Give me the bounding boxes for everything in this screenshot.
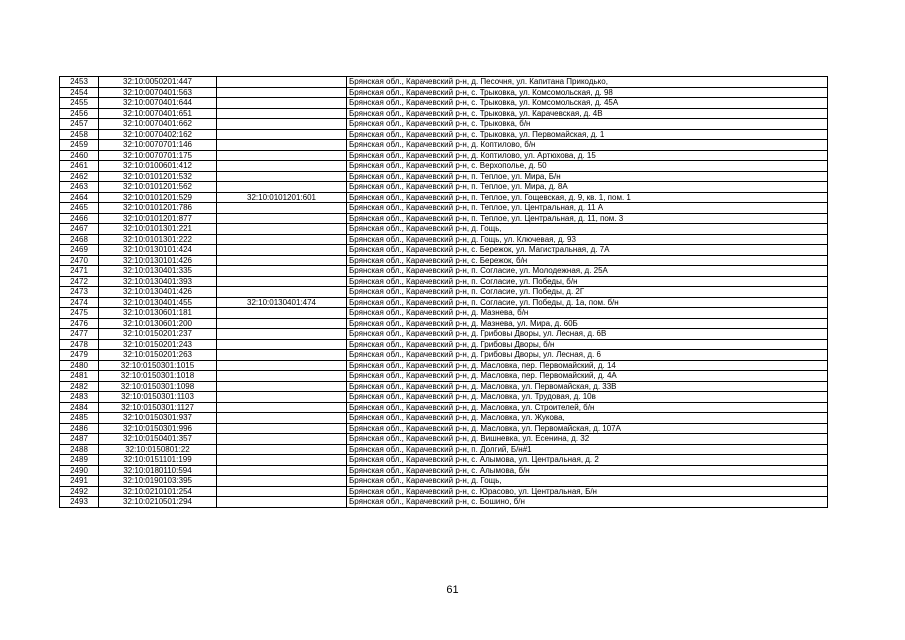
row-number-cell: 2463 (60, 182, 99, 193)
cadastral-number-cell: 32:10:0210101:254 (99, 486, 217, 497)
table-row (60, 455, 828, 466)
address-cell: Брянская обл., Карачевский р-н, с. Бережок, ул. Магистральная, д. 7А (347, 245, 828, 256)
table-row (60, 234, 828, 245)
address-cell: Брянская обл., Карачевский р-н, д. Песочня, ул. Капитана Прикодько, (347, 77, 828, 88)
address-cell: Брянская обл., Карачевский р-н, д. Грибовы Дворы, б/н (347, 339, 828, 350)
table-row (60, 350, 828, 361)
address-cell: Брянская обл., Карачевский р-н, д. Масловка, ул. Жукова, (347, 413, 828, 424)
table-row (60, 392, 828, 403)
row-number-cell: 2454 (60, 87, 99, 98)
cadastral-number-cell: 32:10:0130401:455 (99, 297, 217, 308)
row-number-cell: 2464 (60, 192, 99, 203)
row-number-cell: 2491 (60, 476, 99, 487)
row-number-cell: 2476 (60, 318, 99, 329)
table-row (60, 360, 828, 371)
parent-cadastral-number-cell (217, 150, 347, 161)
table-row (60, 434, 828, 445)
address-cell: Брянская обл., Карачевский р-н, п. Согласие, ул. Победы, д. 2Г (347, 287, 828, 298)
row-number-cell: 2462 (60, 171, 99, 182)
parent-cadastral-number-cell (217, 108, 347, 119)
address-cell: Брянская обл., Карачевский р-н, с. Бережок, б/н (347, 255, 828, 266)
parent-cadastral-number-cell (217, 276, 347, 287)
address-cell: Брянская обл., Карачевский р-н, с. Верхополье, д. 50 (347, 161, 828, 172)
address-cell: Брянская обл., Карачевский р-н, п. Теплое, ул. Гощевская, д. 9, кв. 1, пом. 1 (347, 192, 828, 203)
cadastral-number-cell: 32:10:0101201:786 (99, 203, 217, 214)
address-cell: Брянская обл., Карачевский р-н, д. Гощь, (347, 224, 828, 235)
row-number-cell: 2473 (60, 287, 99, 298)
table-row (60, 423, 828, 434)
row-number-cell: 2459 (60, 140, 99, 151)
cadastral-number-cell: 32:10:0210501:294 (99, 497, 217, 508)
parent-cadastral-number-cell (217, 119, 347, 130)
table-row (60, 266, 828, 277)
table-row (60, 486, 828, 497)
parent-cadastral-number-cell (217, 402, 347, 413)
property-registry-table (59, 76, 828, 508)
address-cell: Брянская обл., Карачевский р-н, с. Трыковка, ул. Комсомольская, д. 45А (347, 98, 828, 109)
parent-cadastral-number-cell (217, 213, 347, 224)
row-number-cell: 2467 (60, 224, 99, 235)
cadastral-number-cell: 32:10:0130101:424 (99, 245, 217, 256)
address-cell: Брянская обл., Карачевский р-н, д. Масловка, ул. Строителей, б/н (347, 402, 828, 413)
address-cell: Брянская обл., Карачевский р-н, с. Бошино, б/н (347, 497, 828, 508)
cadastral-number-cell: 32:10:0150301:1127 (99, 402, 217, 413)
row-number-cell: 2458 (60, 129, 99, 140)
address-cell: Брянская обл., Карачевский р-н, д. Коптилово, ул. Артюхова, д. 15 (347, 150, 828, 161)
address-cell: Брянская обл., Карачевский р-н, д. Гощь, (347, 476, 828, 487)
row-number-cell: 2492 (60, 486, 99, 497)
cadastral-number-cell: 32:10:0150301:1103 (99, 392, 217, 403)
row-number-cell: 2481 (60, 371, 99, 382)
row-number-cell: 2483 (60, 392, 99, 403)
row-number-cell: 2487 (60, 434, 99, 445)
table-row (60, 192, 828, 203)
parent-cadastral-number-cell (217, 486, 347, 497)
registry-table-body (60, 77, 828, 508)
cadastral-number-cell: 32:10:0130401:335 (99, 266, 217, 277)
parent-cadastral-number-cell (217, 287, 347, 298)
table-row (60, 98, 828, 109)
table-row (60, 402, 828, 413)
cadastral-number-cell: 32:10:0150201:263 (99, 350, 217, 361)
cadastral-number-cell: 32:10:0100601:412 (99, 161, 217, 172)
table-row (60, 381, 828, 392)
parent-cadastral-number-cell (217, 77, 347, 88)
table-row (60, 308, 828, 319)
table-row (60, 203, 828, 214)
address-cell: Брянская обл., Карачевский р-н, д. Масловка, ул. Первомайская, д. 33В (347, 381, 828, 392)
row-number-cell: 2477 (60, 329, 99, 340)
address-cell: Брянская обл., Карачевский р-н, д. Грибовы Дворы, ул. Лесная, д. 6В (347, 329, 828, 340)
row-number-cell: 2490 (60, 465, 99, 476)
table-row (60, 161, 828, 172)
cadastral-number-cell: 32:10:0130601:181 (99, 308, 217, 319)
cadastral-number-cell: 32:10:0151101:199 (99, 455, 217, 466)
address-cell: Брянская обл., Карачевский р-н, п. Теплое, ул. Мира, Б/н (347, 171, 828, 182)
row-number-cell: 2470 (60, 255, 99, 266)
cadastral-number-cell: 32:10:0101301:222 (99, 234, 217, 245)
table-row (60, 297, 828, 308)
address-cell: Брянская обл., Карачевский р-н, д. Вишневка, ул. Есенина, д. 32 (347, 434, 828, 445)
parent-cadastral-number-cell (217, 444, 347, 455)
parent-cadastral-number-cell (217, 171, 347, 182)
parent-cadastral-number-cell (217, 434, 347, 445)
address-cell: Брянская обл., Карачевский р-н, с. Трыковка, ул. Комсомольская, д. 98 (347, 87, 828, 98)
table-row (60, 245, 828, 256)
row-number-cell: 2482 (60, 381, 99, 392)
address-cell: Брянская обл., Карачевский р-н, д. Масловка, ул. Трудовая, д. 10в (347, 392, 828, 403)
table-row (60, 329, 828, 340)
table-row (60, 140, 828, 151)
table-row (60, 119, 828, 130)
cadastral-number-cell: 32:10:0150201:237 (99, 329, 217, 340)
parent-cadastral-number-cell: 32:10:0101201:601 (217, 192, 347, 203)
row-number-cell: 2453 (60, 77, 99, 88)
parent-cadastral-number-cell: 32:10:0130401:474 (217, 297, 347, 308)
address-cell: Брянская обл., Карачевский р-н, д. Мазнева, ул. Мира, д. 60Б (347, 318, 828, 329)
cadastral-number-cell: 32:10:0101201:877 (99, 213, 217, 224)
table-row (60, 287, 828, 298)
row-number-cell: 2489 (60, 455, 99, 466)
parent-cadastral-number-cell (217, 360, 347, 371)
cadastral-number-cell: 32:10:0180110:594 (99, 465, 217, 476)
table-row (60, 465, 828, 476)
parent-cadastral-number-cell (217, 371, 347, 382)
row-number-cell: 2465 (60, 203, 99, 214)
row-number-cell: 2471 (60, 266, 99, 277)
parent-cadastral-number-cell (217, 140, 347, 151)
parent-cadastral-number-cell (217, 339, 347, 350)
address-cell: Брянская обл., Карачевский р-н, д. Масловка, пер. Первомайский, д. 4А (347, 371, 828, 382)
address-cell: Брянская обл., Карачевский р-н, д. Грибовы Дворы, ул. Лесная, д. 6 (347, 350, 828, 361)
table-row (60, 413, 828, 424)
row-number-cell: 2466 (60, 213, 99, 224)
row-number-cell: 2480 (60, 360, 99, 371)
parent-cadastral-number-cell (217, 255, 347, 266)
row-number-cell: 2472 (60, 276, 99, 287)
parent-cadastral-number-cell (217, 161, 347, 172)
table-row (60, 77, 828, 88)
table-row (60, 171, 828, 182)
row-number-cell: 2456 (60, 108, 99, 119)
cadastral-number-cell: 32:10:0150301:937 (99, 413, 217, 424)
cadastral-number-cell: 32:10:0130401:393 (99, 276, 217, 287)
parent-cadastral-number-cell (217, 350, 347, 361)
table-row (60, 497, 828, 508)
parent-cadastral-number-cell (217, 381, 347, 392)
row-number-cell: 2460 (60, 150, 99, 161)
parent-cadastral-number-cell (217, 182, 347, 193)
address-cell: Брянская обл., Карачевский р-н, с. Алымова, ул. Центральная, д. 2 (347, 455, 828, 466)
table-row (60, 318, 828, 329)
cadastral-number-cell: 32:10:0150401:357 (99, 434, 217, 445)
table-row (60, 150, 828, 161)
address-cell: Брянская обл., Карачевский р-н, п. Теплое, ул. Центральная, д. 11 А (347, 203, 828, 214)
parent-cadastral-number-cell (217, 413, 347, 424)
parent-cadastral-number-cell (217, 87, 347, 98)
row-number-cell: 2486 (60, 423, 99, 434)
cadastral-number-cell: 32:10:0070701:175 (99, 150, 217, 161)
row-number-cell: 2474 (60, 297, 99, 308)
page-number: 61 (446, 584, 459, 596)
parent-cadastral-number-cell (217, 423, 347, 434)
table-row (60, 87, 828, 98)
cadastral-number-cell: 32:10:0070401:662 (99, 119, 217, 130)
cadastral-number-cell: 32:10:0101201:532 (99, 171, 217, 182)
row-number-cell: 2475 (60, 308, 99, 319)
row-number-cell: 2457 (60, 119, 99, 130)
parent-cadastral-number-cell (217, 266, 347, 277)
parent-cadastral-number-cell (217, 497, 347, 508)
table-row (60, 182, 828, 193)
row-number-cell: 2461 (60, 161, 99, 172)
address-cell: Брянская обл., Карачевский р-н, д. Масловка, ул. Первомайская, д. 107А (347, 423, 828, 434)
cadastral-number-cell: 32:10:0190103:395 (99, 476, 217, 487)
parent-cadastral-number-cell (217, 224, 347, 235)
address-cell: Брянская обл., Карачевский р-н, д. Гощь, ул. Ключевая, д. 93 (347, 234, 828, 245)
address-cell: Брянская обл., Карачевский р-н, с. Трыковка, б/н (347, 119, 828, 130)
table-row (60, 224, 828, 235)
address-cell: Брянская обл., Карачевский р-н, с. Юрасово, ул. Центральная, Б/н (347, 486, 828, 497)
cadastral-number-cell: 32:10:0070701:146 (99, 140, 217, 151)
cadastral-number-cell: 32:10:0101201:562 (99, 182, 217, 193)
table-row (60, 371, 828, 382)
cadastral-number-cell: 32:10:0101201:529 (99, 192, 217, 203)
table-row (60, 444, 828, 455)
cadastral-number-cell: 32:10:0070401:644 (99, 98, 217, 109)
row-number-cell: 2478 (60, 339, 99, 350)
row-number-cell: 2469 (60, 245, 99, 256)
table-row (60, 255, 828, 266)
cadastral-number-cell: 32:10:0070401:651 (99, 108, 217, 119)
address-cell: Брянская обл., Карачевский р-н, п. Долгий, Б/н#1 (347, 444, 828, 455)
address-cell: Брянская обл., Карачевский р-н, п. Согласие, ул. Молодежная, д. 25А (347, 266, 828, 277)
parent-cadastral-number-cell (217, 98, 347, 109)
cadastral-number-cell: 32:10:0101301:221 (99, 224, 217, 235)
parent-cadastral-number-cell (217, 318, 347, 329)
cadastral-number-cell: 32:10:0150801:22 (99, 444, 217, 455)
cadastral-number-cell: 32:10:0150301:996 (99, 423, 217, 434)
parent-cadastral-number-cell (217, 245, 347, 256)
address-cell: Брянская обл., Карачевский р-н, с. Алымова, б/н (347, 465, 828, 476)
address-cell: Брянская обл., Карачевский р-н, д. Коптилово, б/н (347, 140, 828, 151)
table-row (60, 129, 828, 140)
cadastral-number-cell: 32:10:0130601:200 (99, 318, 217, 329)
parent-cadastral-number-cell (217, 234, 347, 245)
cadastral-number-cell: 32:10:0150301:1018 (99, 371, 217, 382)
parent-cadastral-number-cell (217, 308, 347, 319)
parent-cadastral-number-cell (217, 455, 347, 466)
address-cell: Брянская обл., Карачевский р-н, д. Масловка, пер. Первомайский, д. 14 (347, 360, 828, 371)
address-cell: Брянская обл., Карачевский р-н, с. Трыковка, ул. Карачевская, д. 4В (347, 108, 828, 119)
table-row (60, 108, 828, 119)
parent-cadastral-number-cell (217, 476, 347, 487)
address-cell: Брянская обл., Карачевский р-н, п. Согласие, ул. Победы, д. 1а, пом. б/н (347, 297, 828, 308)
address-cell: Брянская обл., Карачевский р-н, п. Теплое, ул. Центральная, д. 11, пом. 3 (347, 213, 828, 224)
cadastral-number-cell: 32:10:0130401:426 (99, 287, 217, 298)
cadastral-number-cell: 32:10:0150301:1098 (99, 381, 217, 392)
row-number-cell: 2479 (60, 350, 99, 361)
cadastral-number-cell: 32:10:0070402:162 (99, 129, 217, 140)
table-row (60, 339, 828, 350)
address-cell: Брянская обл., Карачевский р-н, с. Трыковка, ул. Первомайская, д. 1 (347, 129, 828, 140)
parent-cadastral-number-cell (217, 203, 347, 214)
parent-cadastral-number-cell (217, 465, 347, 476)
address-cell: Брянская обл., Карачевский р-н, п. Согласие, ул. Победы, б/н (347, 276, 828, 287)
row-number-cell: 2455 (60, 98, 99, 109)
parent-cadastral-number-cell (217, 129, 347, 140)
cadastral-number-cell: 32:10:0050201:447 (99, 77, 217, 88)
row-number-cell: 2485 (60, 413, 99, 424)
table-row (60, 213, 828, 224)
address-cell: Брянская обл., Карачевский р-н, д. Мазнева, б/н (347, 308, 828, 319)
parent-cadastral-number-cell (217, 392, 347, 403)
row-number-cell: 2484 (60, 402, 99, 413)
address-cell: Брянская обл., Карачевский р-н, п. Теплое, ул. Мира, д. 8А (347, 182, 828, 193)
row-number-cell: 2493 (60, 497, 99, 508)
cadastral-number-cell: 32:10:0150301:1015 (99, 360, 217, 371)
cadastral-number-cell: 32:10:0070401:563 (99, 87, 217, 98)
cadastral-number-cell: 32:10:0150201:243 (99, 339, 217, 350)
table-row (60, 476, 828, 487)
table-row (60, 276, 828, 287)
cadastral-number-cell: 32:10:0130101:426 (99, 255, 217, 266)
parent-cadastral-number-cell (217, 329, 347, 340)
row-number-cell: 2488 (60, 444, 99, 455)
row-number-cell: 2468 (60, 234, 99, 245)
